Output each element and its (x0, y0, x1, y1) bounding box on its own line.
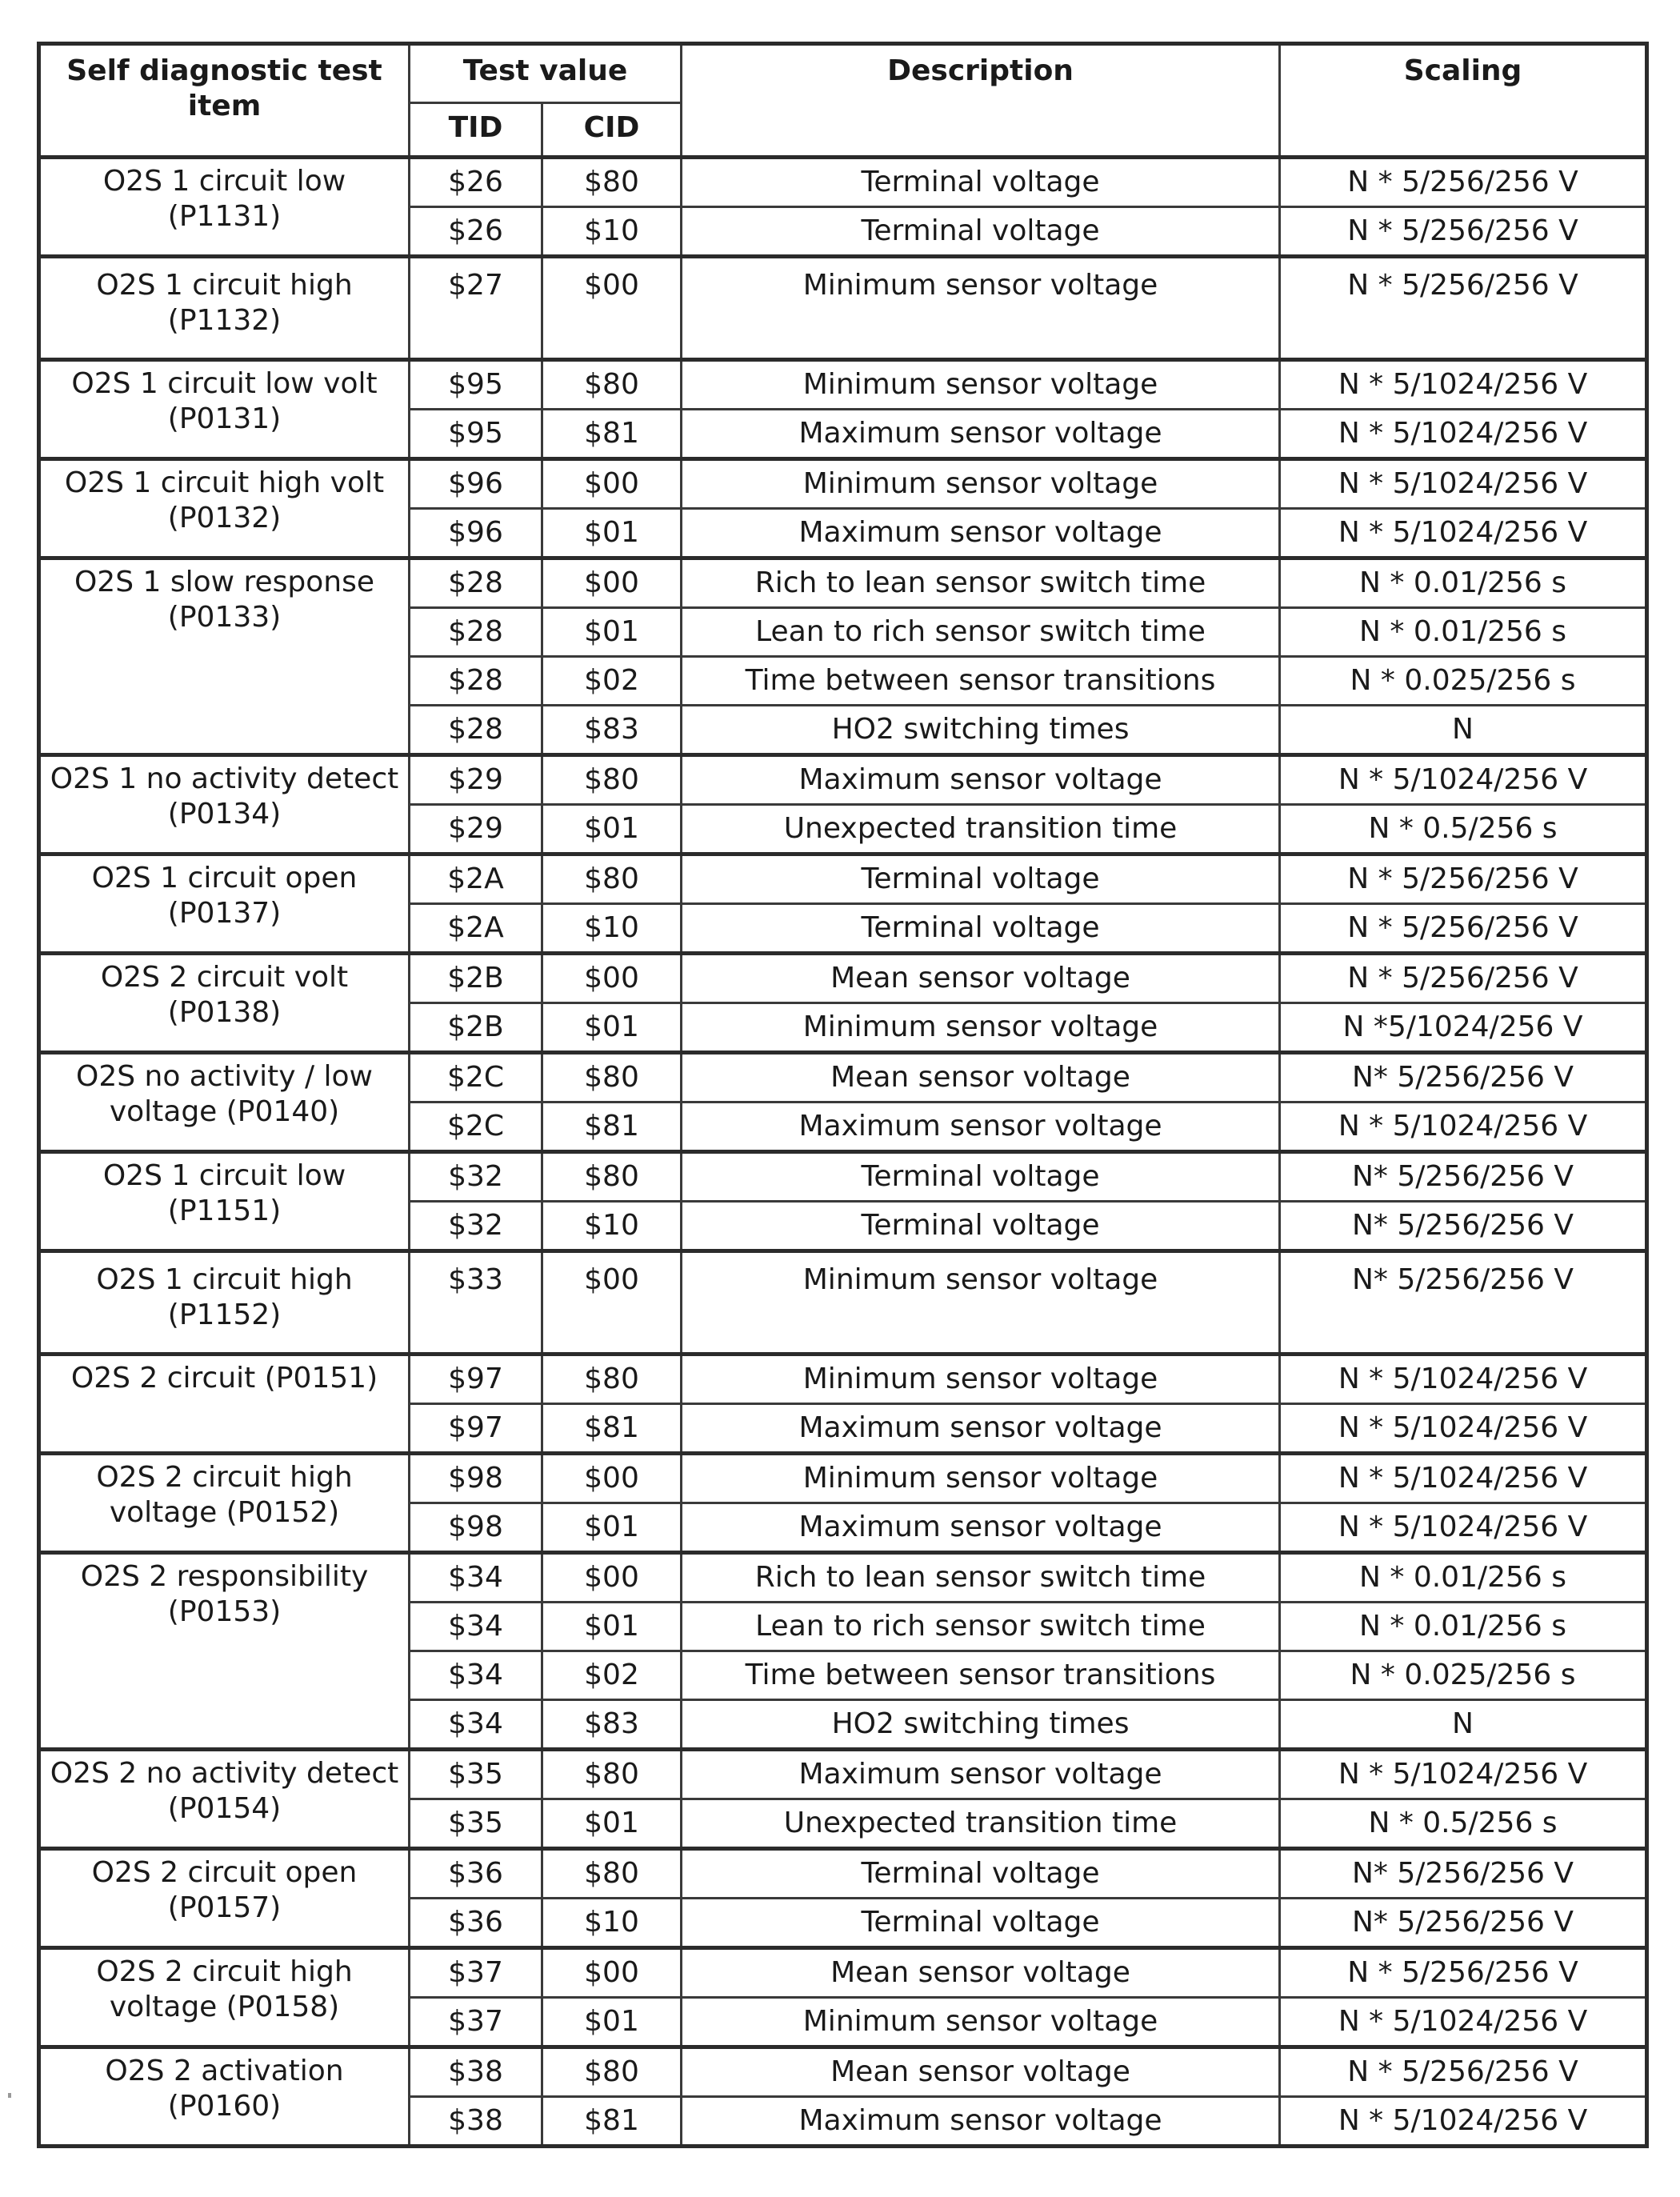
test-item-cell: O2S no activity / low voltage (P0140) (39, 1053, 410, 1152)
description-cell: Mean sensor voltage (682, 1053, 1280, 1103)
scaling-cell: N * 0.5/256 s (1280, 805, 1647, 854)
cid-cell: $01 (542, 805, 682, 854)
description-cell: Terminal voltage (682, 207, 1280, 257)
scaling-cell: N (1280, 706, 1647, 755)
cid-cell: $83 (542, 706, 682, 755)
tid-cell: $34 (410, 1651, 542, 1700)
scaling-cell: N * 0.01/256 s (1280, 558, 1647, 608)
scaling-cell: N* 5/256/256 V (1280, 1202, 1647, 1251)
tid-cell: $2C (410, 1053, 542, 1103)
tid-cell: $2A (410, 854, 542, 904)
scaling-cell: N * 5/256/256 V (1280, 1948, 1647, 1998)
cid-cell: $00 (542, 1948, 682, 1998)
cid-cell: $80 (542, 158, 682, 207)
scaling-cell: N * 5/256/256 V (1280, 954, 1647, 1003)
header-description: Description (682, 44, 1280, 158)
test-item-cell: O2S 2 no activity detect (P0154) (39, 1750, 410, 1849)
scaling-cell: N * 5/1024/256 V (1280, 360, 1647, 410)
scaling-cell: N * 5/1024/256 V (1280, 1404, 1647, 1454)
scaling-cell: N * 5/256/256 V (1280, 854, 1647, 904)
scaling-cell: N *5/1024/256 V (1280, 1003, 1647, 1053)
tid-cell: $98 (410, 1503, 542, 1553)
cid-cell: $81 (542, 410, 682, 459)
table-row (39, 1152, 1647, 1202)
tid-cell: $38 (410, 2047, 542, 2097)
scaling-cell: N * 5/256/256 V (1280, 207, 1647, 257)
scaling-cell: N * 5/256/256 V (1280, 257, 1647, 360)
cid-cell: $81 (542, 1404, 682, 1454)
tid-cell: $95 (410, 410, 542, 459)
scaling-cell: N * 5/1024/256 V (1280, 1998, 1647, 2047)
description-cell: Maximum sensor voltage (682, 755, 1280, 805)
description-cell: Maximum sensor voltage (682, 1503, 1280, 1553)
test-item-cell: O2S 2 circuit volt (P0138) (39, 954, 410, 1053)
header-cid: CID (542, 103, 682, 158)
description-cell: Maximum sensor voltage (682, 1404, 1280, 1454)
cid-cell: $01 (542, 1503, 682, 1553)
tid-cell: $96 (410, 459, 542, 509)
description-cell: Maximum sensor voltage (682, 410, 1280, 459)
cid-cell: $10 (542, 1202, 682, 1251)
table-row (39, 158, 1647, 207)
description-cell: Maximum sensor voltage (682, 509, 1280, 558)
table-row (39, 558, 1647, 608)
description-cell: Minimum sensor voltage (682, 1454, 1280, 1503)
table-row (39, 854, 1647, 904)
table-row (39, 1053, 1647, 1103)
description-cell: Terminal voltage (682, 1899, 1280, 1948)
description-cell: Rich to lean sensor switch time (682, 558, 1280, 608)
scaling-cell: N * 0.5/256 s (1280, 1799, 1647, 1849)
scaling-cell: N * 5/256/256 V (1280, 904, 1647, 954)
cid-cell: $10 (542, 1899, 682, 1948)
diagnostic-table (37, 42, 1649, 2148)
table-row (39, 1454, 1647, 1503)
tid-cell: $34 (410, 1553, 542, 1603)
test-item-cell: O2S 1 circuit high (P1152) (39, 1251, 410, 1355)
cid-cell: $10 (542, 207, 682, 257)
cid-cell: $00 (542, 954, 682, 1003)
diagnostic-table-sheet (37, 42, 1645, 2148)
header-test-value: Test value (410, 44, 682, 103)
description-cell: Terminal voltage (682, 854, 1280, 904)
cid-cell: $01 (542, 1603, 682, 1651)
scaling-cell: N * 0.025/256 s (1280, 1651, 1647, 1700)
cid-cell: $01 (542, 608, 682, 657)
cid-cell: $80 (542, 755, 682, 805)
description-cell: Terminal voltage (682, 1849, 1280, 1899)
tid-cell: $2A (410, 904, 542, 954)
description-cell: Mean sensor voltage (682, 954, 1280, 1003)
description-cell: Maximum sensor voltage (682, 1103, 1280, 1152)
table-header (39, 44, 1647, 158)
cid-cell: $00 (542, 558, 682, 608)
tid-cell: $38 (410, 2097, 542, 2147)
scaling-cell: N (1280, 1700, 1647, 1750)
tid-cell: $36 (410, 1899, 542, 1948)
description-cell: Terminal voltage (682, 158, 1280, 207)
test-item-cell: O2S 1 circuit low (P1151) (39, 1152, 410, 1251)
cid-cell: $00 (542, 1454, 682, 1503)
scaling-cell: N * 0.01/256 s (1280, 1553, 1647, 1603)
tid-cell: $98 (410, 1454, 542, 1503)
test-item-cell: O2S 1 circuit high volt (P0132) (39, 459, 410, 558)
tid-cell: $97 (410, 1404, 542, 1454)
test-item-cell: O2S 1 circuit low (P1131) (39, 158, 410, 257)
tid-cell: $28 (410, 608, 542, 657)
margin-mark (8, 2093, 11, 2098)
tid-cell: $29 (410, 755, 542, 805)
description-cell: Minimum sensor voltage (682, 1355, 1280, 1404)
table-row (39, 1355, 1647, 1404)
description-cell: Minimum sensor voltage (682, 459, 1280, 509)
tid-cell: $35 (410, 1750, 542, 1799)
test-item-cell: O2S 2 responsibility (P0153) (39, 1553, 410, 1750)
description-cell: Terminal voltage (682, 1152, 1280, 1202)
scaling-cell: N * 0.01/256 s (1280, 1603, 1647, 1651)
cid-cell: $80 (542, 360, 682, 410)
table-row (39, 257, 1647, 360)
scaling-cell: N * 5/1024/256 V (1280, 1103, 1647, 1152)
description-cell: Time between sensor transitions (682, 657, 1280, 706)
table-row (39, 954, 1647, 1003)
description-cell: Unexpected transition time (682, 805, 1280, 854)
test-item-cell: O2S 2 circuit high voltage (P0158) (39, 1948, 410, 2047)
tid-cell: $29 (410, 805, 542, 854)
test-item-cell: O2S 1 circuit low volt (P0131) (39, 360, 410, 459)
cid-cell: $80 (542, 2047, 682, 2097)
description-cell: Terminal voltage (682, 904, 1280, 954)
table-row (39, 459, 1647, 509)
header-scaling: Scaling (1280, 44, 1647, 158)
description-cell: HO2 switching times (682, 1700, 1280, 1750)
cid-cell: $00 (542, 459, 682, 509)
description-cell: Lean to rich sensor switch time (682, 608, 1280, 657)
test-item-cell: O2S 1 slow response (P0133) (39, 558, 410, 755)
cid-cell: $80 (542, 854, 682, 904)
description-cell: Maximum sensor voltage (682, 1750, 1280, 1799)
description-cell: Minimum sensor voltage (682, 360, 1280, 410)
cid-cell: $01 (542, 509, 682, 558)
test-item-cell: O2S 2 circuit high voltage (P0152) (39, 1454, 410, 1553)
scaling-cell: N * 5/256/256 V (1280, 2047, 1647, 2097)
scaling-cell: N * 0.01/256 s (1280, 608, 1647, 657)
description-cell: Mean sensor voltage (682, 1948, 1280, 1998)
tid-cell: $97 (410, 1355, 542, 1404)
tid-cell: $96 (410, 509, 542, 558)
description-cell: Rich to lean sensor switch time (682, 1553, 1280, 1603)
tid-cell: $28 (410, 558, 542, 608)
scaling-cell: N * 5/1024/256 V (1280, 1355, 1647, 1404)
cid-cell: $02 (542, 657, 682, 706)
tid-cell: $2B (410, 954, 542, 1003)
description-cell: HO2 switching times (682, 706, 1280, 755)
tid-cell: $37 (410, 1998, 542, 2047)
header-tid: TID (410, 103, 542, 158)
test-item-cell: O2S 1 circuit open (P0137) (39, 854, 410, 954)
cid-cell: $80 (542, 1053, 682, 1103)
table-row (39, 360, 1647, 410)
table-body (39, 158, 1647, 2147)
cid-cell: $00 (542, 257, 682, 360)
scaling-cell: N* 5/256/256 V (1280, 1053, 1647, 1103)
tid-cell: $35 (410, 1799, 542, 1849)
tid-cell: $2C (410, 1103, 542, 1152)
tid-cell: $27 (410, 257, 542, 360)
table-row (39, 1750, 1647, 1799)
cid-cell: $80 (542, 1750, 682, 1799)
cid-cell: $83 (542, 1700, 682, 1750)
tid-cell: $37 (410, 1948, 542, 1998)
cid-cell: $80 (542, 1152, 682, 1202)
table-row (39, 1849, 1647, 1899)
tid-cell: $32 (410, 1152, 542, 1202)
cid-cell: $10 (542, 904, 682, 954)
scaling-cell: N * 5/1024/256 V (1280, 1503, 1647, 1553)
scaling-cell: N * 5/1024/256 V (1280, 1454, 1647, 1503)
tid-cell: $34 (410, 1603, 542, 1651)
scaling-cell: N * 5/1024/256 V (1280, 1750, 1647, 1799)
cid-cell: $01 (542, 1998, 682, 2047)
tid-cell: $28 (410, 657, 542, 706)
description-cell: Minimum sensor voltage (682, 1998, 1280, 2047)
tid-cell: $2B (410, 1003, 542, 1053)
scaling-cell: N* 5/256/256 V (1280, 1849, 1647, 1899)
test-item-cell: O2S 2 activation (P0160) (39, 2047, 410, 2147)
scaling-cell: N * 5/1024/256 V (1280, 410, 1647, 459)
header-test-item: Self diagnostic test item (39, 44, 410, 158)
tid-cell: $32 (410, 1202, 542, 1251)
description-cell: Unexpected transition time (682, 1799, 1280, 1849)
description-cell: Minimum sensor voltage (682, 257, 1280, 360)
table-row (39, 1948, 1647, 1998)
table-row (39, 2047, 1647, 2097)
cid-cell: $81 (542, 2097, 682, 2147)
test-item-cell: O2S 1 circuit high (P1132) (39, 257, 410, 360)
cid-cell: $01 (542, 1003, 682, 1053)
description-cell: Lean to rich sensor switch time (682, 1603, 1280, 1651)
tid-cell: $36 (410, 1849, 542, 1899)
table-row (39, 1553, 1647, 1603)
tid-cell: $26 (410, 158, 542, 207)
table-row (39, 1251, 1647, 1355)
tid-cell: $34 (410, 1700, 542, 1750)
scaling-cell: N* 5/256/256 V (1280, 1152, 1647, 1202)
description-cell: Maximum sensor voltage (682, 2097, 1280, 2147)
scaling-cell: N * 5/256/256 V (1280, 158, 1647, 207)
description-cell: Time between sensor transitions (682, 1651, 1280, 1700)
scaling-cell: N * 5/1024/256 V (1280, 509, 1647, 558)
cid-cell: $00 (542, 1553, 682, 1603)
description-cell: Mean sensor voltage (682, 2047, 1280, 2097)
tid-cell: $33 (410, 1251, 542, 1355)
test-item-cell: O2S 2 circuit (P0151) (39, 1355, 410, 1454)
cid-cell: $80 (542, 1355, 682, 1404)
tid-cell: $26 (410, 207, 542, 257)
description-cell: Terminal voltage (682, 1202, 1280, 1251)
scaling-cell: N * 5/1024/256 V (1280, 755, 1647, 805)
tid-cell: $95 (410, 360, 542, 410)
tid-cell: $28 (410, 706, 542, 755)
scaling-cell: N * 5/1024/256 V (1280, 2097, 1647, 2147)
test-item-cell: O2S 1 no activity detect (P0134) (39, 755, 410, 854)
table-row (39, 755, 1647, 805)
test-item-cell: O2S 2 circuit open (P0157) (39, 1849, 410, 1948)
scaling-cell: N * 5/1024/256 V (1280, 459, 1647, 509)
description-cell: Minimum sensor voltage (682, 1003, 1280, 1053)
cid-cell: $00 (542, 1251, 682, 1355)
cid-cell: $02 (542, 1651, 682, 1700)
cid-cell: $01 (542, 1799, 682, 1849)
cid-cell: $80 (542, 1849, 682, 1899)
scaling-cell: N* 5/256/256 V (1280, 1899, 1647, 1948)
scaling-cell: N* 5/256/256 V (1280, 1251, 1647, 1355)
scaling-cell: N * 0.025/256 s (1280, 657, 1647, 706)
description-cell: Minimum sensor voltage (682, 1251, 1280, 1355)
cid-cell: $81 (542, 1103, 682, 1152)
